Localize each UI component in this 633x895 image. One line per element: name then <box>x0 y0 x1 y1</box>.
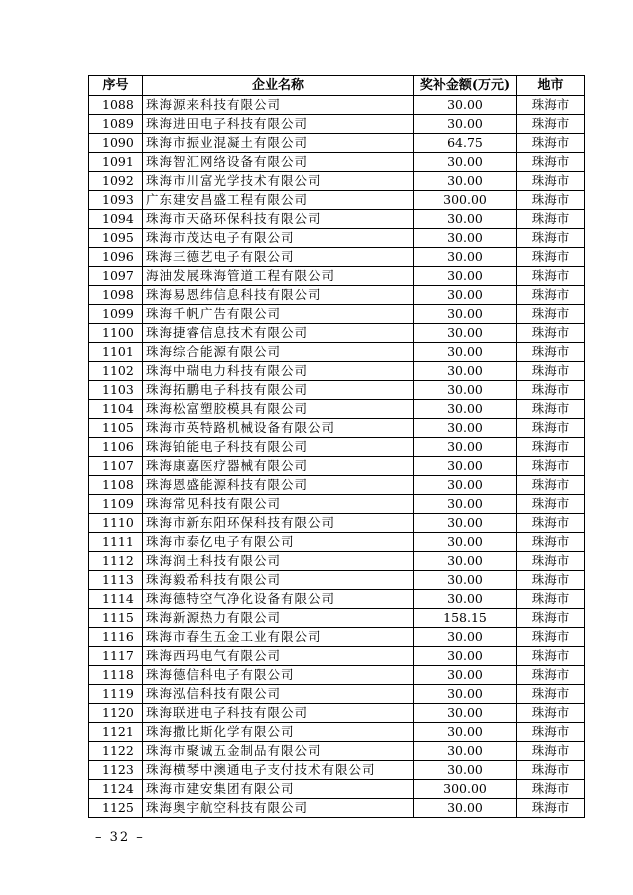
amount-cell: 30.00 <box>414 210 517 229</box>
company-name-cell: 珠海市天硌环保科技有限公司 <box>143 210 414 229</box>
serial-cell: 1115 <box>89 609 143 628</box>
company-name-cell: 珠海进田电子科技有限公司 <box>143 115 414 134</box>
amount-cell: 30.00 <box>414 552 517 571</box>
city-cell: 珠海市 <box>517 305 585 324</box>
city-cell: 珠海市 <box>517 552 585 571</box>
company-name-cell: 珠海润土科技有限公司 <box>143 552 414 571</box>
city-cell: 珠海市 <box>517 96 585 115</box>
serial-cell: 1099 <box>89 305 143 324</box>
serial-cell: 1104 <box>89 400 143 419</box>
table-row <box>89 438 585 457</box>
table-row <box>89 780 585 799</box>
table-row <box>89 685 585 704</box>
city-cell: 珠海市 <box>517 514 585 533</box>
amount-cell: 30.00 <box>414 381 517 400</box>
company-name-cell: 珠海易恩纬信息科技有限公司 <box>143 286 414 305</box>
company-name-cell: 珠海市茂达电子有限公司 <box>143 229 414 248</box>
company-name-cell: 珠海市春生五金工业有限公司 <box>143 628 414 647</box>
city-cell: 珠海市 <box>517 248 585 267</box>
table-row <box>89 742 585 761</box>
city-cell: 珠海市 <box>517 267 585 286</box>
company-name-cell: 珠海市英特路机械设备有限公司 <box>143 419 414 438</box>
table-row <box>89 666 585 685</box>
table-row <box>89 96 585 115</box>
amount-cell: 30.00 <box>414 799 517 818</box>
amount-cell: 30.00 <box>414 248 517 267</box>
serial-cell: 1095 <box>89 229 143 248</box>
city-cell: 珠海市 <box>517 761 585 780</box>
serial-cell: 1122 <box>89 742 143 761</box>
amount-cell: 30.00 <box>414 324 517 343</box>
company-name-cell: 珠海撒比斯化学有限公司 <box>143 723 414 742</box>
serial-cell: 1111 <box>89 533 143 552</box>
serial-cell: 1092 <box>89 172 143 191</box>
table-row <box>89 571 585 590</box>
city-cell: 珠海市 <box>517 286 585 305</box>
table-row <box>89 419 585 438</box>
company-name-cell: 广东建安昌盛工程有限公司 <box>143 191 414 210</box>
company-name-cell: 珠海常见科技有限公司 <box>143 495 414 514</box>
company-name-cell: 珠海综合能源有限公司 <box>143 343 414 362</box>
amount-cell: 30.00 <box>414 153 517 172</box>
serial-cell: 1125 <box>89 799 143 818</box>
serial-cell: 1090 <box>89 134 143 153</box>
city-cell: 珠海市 <box>517 134 585 153</box>
amount-cell: 30.00 <box>414 457 517 476</box>
table-row <box>89 552 585 571</box>
serial-cell: 1091 <box>89 153 143 172</box>
company-name-cell: 珠海智汇网络设备有限公司 <box>143 153 414 172</box>
serial-cell: 1120 <box>89 704 143 723</box>
company-name-cell: 珠海市聚诚五金制品有限公司 <box>143 742 414 761</box>
amount-cell: 158.15 <box>414 609 517 628</box>
amount-cell: 30.00 <box>414 495 517 514</box>
serial-cell: 1113 <box>89 571 143 590</box>
serial-cell: 1100 <box>89 324 143 343</box>
table-row <box>89 210 585 229</box>
amount-cell: 30.00 <box>414 704 517 723</box>
company-name-cell: 珠海毅希科技有限公司 <box>143 571 414 590</box>
company-name-cell: 珠海新源热力有限公司 <box>143 609 414 628</box>
table-row <box>89 590 585 609</box>
table-row <box>89 362 585 381</box>
city-cell: 珠海市 <box>517 590 585 609</box>
serial-cell: 1096 <box>89 248 143 267</box>
table-row <box>89 267 585 286</box>
table-row <box>89 495 585 514</box>
amount-cell: 30.00 <box>414 723 517 742</box>
amount-cell: 30.00 <box>414 533 517 552</box>
company-name-cell: 珠海松富塑胶模具有限公司 <box>143 400 414 419</box>
serial-cell: 1106 <box>89 438 143 457</box>
serial-cell: 1103 <box>89 381 143 400</box>
serial-cell: 1097 <box>89 267 143 286</box>
serial-cell: 1109 <box>89 495 143 514</box>
table-row <box>89 476 585 495</box>
city-cell: 珠海市 <box>517 343 585 362</box>
city-cell: 珠海市 <box>517 495 585 514</box>
amount-cell: 30.00 <box>414 628 517 647</box>
table-row <box>89 343 585 362</box>
city-cell: 珠海市 <box>517 419 585 438</box>
table-row <box>89 191 585 210</box>
serial-cell: 1108 <box>89 476 143 495</box>
amount-cell: 30.00 <box>414 343 517 362</box>
amount-cell: 64.75 <box>414 134 517 153</box>
amount-cell: 30.00 <box>414 647 517 666</box>
table-row <box>89 115 585 134</box>
serial-cell: 1105 <box>89 419 143 438</box>
city-cell: 珠海市 <box>517 229 585 248</box>
award-table <box>88 75 585 818</box>
city-cell: 珠海市 <box>517 704 585 723</box>
city-cell: 珠海市 <box>517 362 585 381</box>
city-cell: 珠海市 <box>517 799 585 818</box>
amount-cell: 30.00 <box>414 96 517 115</box>
serial-cell: 1101 <box>89 343 143 362</box>
table-row <box>89 533 585 552</box>
company-name-cell: 珠海市泰亿电子有限公司 <box>143 533 414 552</box>
city-cell: 珠海市 <box>517 742 585 761</box>
city-cell: 珠海市 <box>517 647 585 666</box>
amount-cell: 30.00 <box>414 590 517 609</box>
company-name-cell: 珠海中瑞电力科技有限公司 <box>143 362 414 381</box>
company-name-cell: 珠海三德艺电子有限公司 <box>143 248 414 267</box>
company-name-cell: 珠海联进电子科技有限公司 <box>143 704 414 723</box>
header-serial: 序号 <box>89 76 143 96</box>
serial-cell: 1117 <box>89 647 143 666</box>
amount-cell: 30.00 <box>414 362 517 381</box>
city-cell: 珠海市 <box>517 172 585 191</box>
table-row <box>89 172 585 191</box>
table-row <box>89 381 585 400</box>
serial-cell: 1124 <box>89 780 143 799</box>
serial-cell: 1107 <box>89 457 143 476</box>
city-cell: 珠海市 <box>517 381 585 400</box>
serial-cell: 1114 <box>89 590 143 609</box>
company-name-cell: 珠海铂能电子科技有限公司 <box>143 438 414 457</box>
city-cell: 珠海市 <box>517 571 585 590</box>
company-name-cell: 珠海市振业混凝土有限公司 <box>143 134 414 153</box>
table-row <box>89 134 585 153</box>
city-cell: 珠海市 <box>517 115 585 134</box>
table-row <box>89 799 585 818</box>
table-row <box>89 704 585 723</box>
city-cell: 珠海市 <box>517 666 585 685</box>
serial-cell: 1102 <box>89 362 143 381</box>
table-row <box>89 761 585 780</box>
company-name-cell: 珠海市建安集团有限公司 <box>143 780 414 799</box>
table-row <box>89 305 585 324</box>
company-name-cell: 珠海捷睿信息技术有限公司 <box>143 324 414 343</box>
city-cell: 珠海市 <box>517 685 585 704</box>
table-row <box>89 514 585 533</box>
amount-cell: 30.00 <box>414 115 517 134</box>
amount-cell: 30.00 <box>414 172 517 191</box>
company-name-cell: 珠海市新东阳环保科技有限公司 <box>143 514 414 533</box>
table-row <box>89 723 585 742</box>
table-row <box>89 324 585 343</box>
amount-cell: 30.00 <box>414 438 517 457</box>
amount-cell: 30.00 <box>414 761 517 780</box>
table-body <box>89 96 585 818</box>
amount-cell: 30.00 <box>414 229 517 248</box>
company-name-cell: 珠海奥宇航空科技有限公司 <box>143 799 414 818</box>
award-table-container <box>88 75 584 818</box>
company-name-cell: 珠海西玛电气有限公司 <box>143 647 414 666</box>
amount-cell: 30.00 <box>414 267 517 286</box>
table-row <box>89 400 585 419</box>
amount-cell: 30.00 <box>414 419 517 438</box>
amount-cell: 30.00 <box>414 685 517 704</box>
serial-cell: 1093 <box>89 191 143 210</box>
city-cell: 珠海市 <box>517 723 585 742</box>
company-name-cell: 海油发展珠海管道工程有限公司 <box>143 267 414 286</box>
company-name-cell: 珠海拓鹏电子科技有限公司 <box>143 381 414 400</box>
serial-cell: 1123 <box>89 761 143 780</box>
table-row <box>89 609 585 628</box>
table-header-row <box>89 76 585 96</box>
header-city: 地市 <box>517 76 585 96</box>
serial-cell: 1110 <box>89 514 143 533</box>
city-cell: 珠海市 <box>517 153 585 172</box>
amount-cell: 30.00 <box>414 476 517 495</box>
city-cell: 珠海市 <box>517 210 585 229</box>
city-cell: 珠海市 <box>517 533 585 552</box>
amount-cell: 30.00 <box>414 514 517 533</box>
table-row <box>89 248 585 267</box>
company-name-cell: 珠海千帆广告有限公司 <box>143 305 414 324</box>
city-cell: 珠海市 <box>517 628 585 647</box>
serial-cell: 1089 <box>89 115 143 134</box>
company-name-cell: 珠海康嘉医疗器械有限公司 <box>143 457 414 476</box>
company-name-cell: 珠海市川富光学技术有限公司 <box>143 172 414 191</box>
company-name-cell: 珠海源来科技有限公司 <box>143 96 414 115</box>
serial-cell: 1112 <box>89 552 143 571</box>
amount-cell: 30.00 <box>414 305 517 324</box>
table-row <box>89 286 585 305</box>
amount-cell: 30.00 <box>414 400 517 419</box>
amount-cell: 30.00 <box>414 286 517 305</box>
city-cell: 珠海市 <box>517 400 585 419</box>
table-row <box>89 647 585 666</box>
city-cell: 珠海市 <box>517 609 585 628</box>
amount-cell: 30.00 <box>414 571 517 590</box>
table-row <box>89 153 585 172</box>
city-cell: 珠海市 <box>517 780 585 799</box>
company-name-cell: 珠海横琴中澳通电子支付技术有限公司 <box>143 761 414 780</box>
header-company: 企业名称 <box>143 76 414 96</box>
company-name-cell: 珠海德信科电子有限公司 <box>143 666 414 685</box>
city-cell: 珠海市 <box>517 324 585 343</box>
company-name-cell: 珠海泓信科技有限公司 <box>143 685 414 704</box>
serial-cell: 1119 <box>89 685 143 704</box>
serial-cell: 1088 <box>89 96 143 115</box>
amount-cell: 300.00 <box>414 780 517 799</box>
serial-cell: 1094 <box>89 210 143 229</box>
table-row <box>89 457 585 476</box>
amount-cell: 300.00 <box>414 191 517 210</box>
serial-cell: 1116 <box>89 628 143 647</box>
company-name-cell: 珠海德特空气净化设备有限公司 <box>143 590 414 609</box>
serial-cell: 1121 <box>89 723 143 742</box>
page-number: – 32 – <box>95 830 145 845</box>
company-name-cell: 珠海恩盛能源科技有限公司 <box>143 476 414 495</box>
city-cell: 珠海市 <box>517 191 585 210</box>
serial-cell: 1098 <box>89 286 143 305</box>
city-cell: 珠海市 <box>517 476 585 495</box>
header-amount: 奖补金额(万元) <box>414 76 517 96</box>
amount-cell: 30.00 <box>414 742 517 761</box>
table-row <box>89 229 585 248</box>
city-cell: 珠海市 <box>517 438 585 457</box>
serial-cell: 1118 <box>89 666 143 685</box>
amount-cell: 30.00 <box>414 666 517 685</box>
table-row <box>89 628 585 647</box>
city-cell: 珠海市 <box>517 457 585 476</box>
